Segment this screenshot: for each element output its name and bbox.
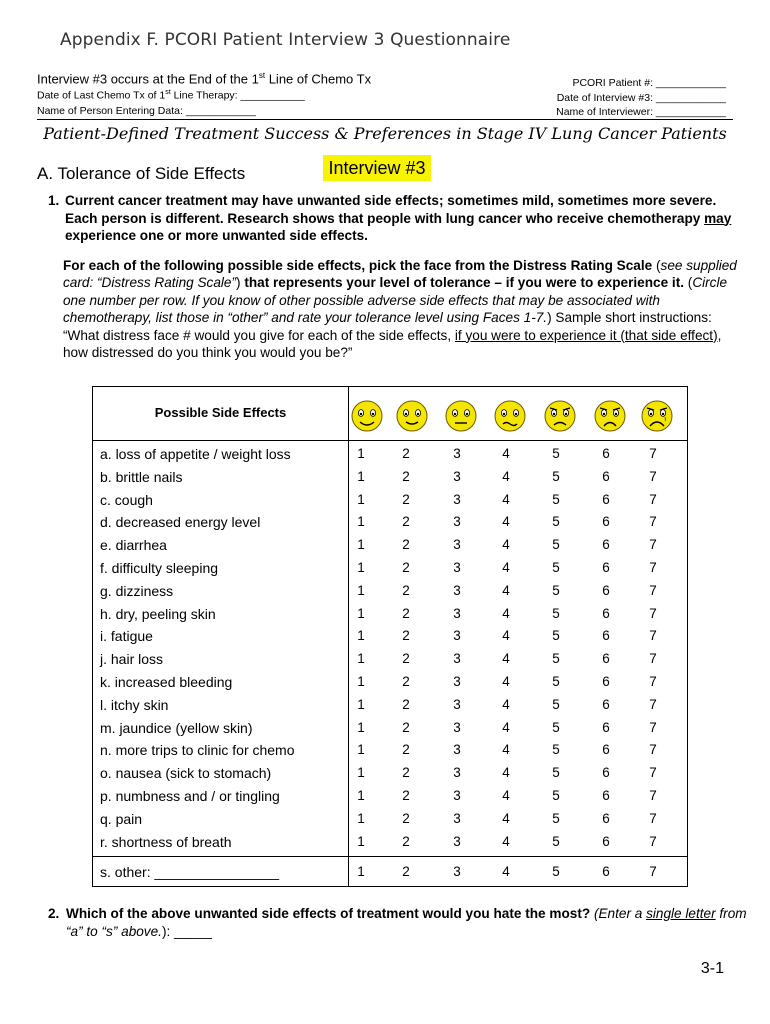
rating-option-6[interactable]: 6: [602, 788, 610, 803]
rating-option-3[interactable]: 3: [453, 742, 461, 758]
rating-option-4[interactable]: 4: [502, 605, 510, 621]
rating-option-2[interactable]: 2: [402, 560, 410, 575]
rating-option-3[interactable]: 3: [453, 628, 461, 644]
question-2-text[interactable]: Which of the above unwanted side effects of treatment would you hate the most? (Enter a single letter from “a” to “s” above.): _____: [66, 906, 747, 939]
rating-option-2[interactable]: 2: [402, 537, 410, 553]
rating-option-7[interactable]: 7: [649, 582, 657, 598]
table-row: [93, 808, 689, 831]
question-2: [48, 905, 748, 941]
rating-option-6[interactable]: 6: [602, 765, 610, 781]
side-effect-label: o. nausea (sick to stomach): [100, 765, 272, 782]
table-header-label: Possible Side Effects: [154, 405, 287, 420]
side-effect-label[interactable]: s. other: ________________: [100, 864, 280, 880]
question-1: [48, 192, 738, 362]
section-a-heading: A. Tolerance of Side Effects: [37, 164, 246, 183]
rating-option-7[interactable]: 7: [649, 468, 657, 484]
rating-option-4[interactable]: 4: [502, 582, 510, 598]
rating-option-6[interactable]: 6: [602, 810, 610, 826]
rating-option-2[interactable]: 2: [402, 864, 410, 879]
side-effect-label: p. numbness and / or tingling: [100, 788, 280, 804]
side-effect-label: g. dizziness: [100, 582, 174, 599]
table-row: [93, 511, 689, 534]
rating-option-1[interactable]: 1: [357, 674, 365, 689]
rating-option-6[interactable]: 6: [602, 468, 610, 484]
rating-option-6[interactable]: 6: [602, 719, 610, 735]
interview-badge: Interview #3: [323, 155, 431, 181]
rating-option-2[interactable]: 2: [402, 810, 410, 826]
rating-option-2[interactable]: 2: [402, 446, 410, 461]
header-divider: [37, 119, 733, 120]
rating-option-1[interactable]: 1: [357, 605, 365, 621]
face-3-icon: [444, 399, 478, 433]
rating-option-4[interactable]: 4: [502, 491, 510, 507]
rating-option-5[interactable]: 5: [552, 742, 560, 758]
rating-option-1[interactable]: 1: [357, 560, 365, 575]
side-effects-table: [92, 386, 688, 887]
rating-option-4[interactable]: 4: [502, 514, 510, 530]
rating-option-5[interactable]: 5: [552, 765, 560, 781]
rating-option-6[interactable]: 6: [602, 446, 610, 461]
rating-option-6[interactable]: 6: [602, 742, 610, 758]
rating-option-2[interactable]: 2: [402, 651, 410, 667]
rating-option-3[interactable]: 3: [453, 810, 461, 826]
side-effect-label: m. jaundice (yellow skin): [100, 719, 253, 736]
rating-option-5[interactable]: 5: [552, 651, 560, 667]
rating-option-6[interactable]: 6: [602, 833, 610, 849]
rating-option-5[interactable]: 5: [552, 810, 560, 826]
rating-option-6[interactable]: 6: [602, 674, 610, 689]
rating-option-2[interactable]: 2: [402, 491, 410, 507]
table-row: [93, 534, 689, 557]
question-2-number: 2.: [48, 906, 60, 921]
table-row: [93, 694, 689, 717]
appendix-title: Appendix F. PCORI Patient Interview 3 Questionnaire: [60, 30, 511, 50]
rating-option-4[interactable]: 4: [502, 833, 510, 849]
rating-option-7[interactable]: 7: [649, 514, 657, 530]
rating-option-2[interactable]: 2: [402, 765, 410, 781]
rating-option-3[interactable]: 3: [453, 605, 461, 621]
rating-option-7[interactable]: 7: [649, 651, 657, 667]
rating-option-4[interactable]: 4: [502, 468, 510, 484]
rating-option-6[interactable]: 6: [602, 514, 610, 530]
side-effect-label: h. dry, peeling skin: [100, 605, 216, 622]
rating-option-7[interactable]: 7: [649, 765, 657, 781]
table-row: [93, 603, 689, 626]
rating-option-6[interactable]: 6: [602, 605, 610, 621]
rating-option-5[interactable]: 5: [552, 605, 560, 621]
rating-option-5[interactable]: 5: [552, 468, 560, 484]
rating-option-1[interactable]: 1: [357, 491, 365, 507]
side-effect-label: c. cough: [100, 491, 153, 508]
table-row: [93, 625, 689, 648]
rating-option-3[interactable]: 3: [453, 582, 461, 598]
rating-option-5[interactable]: 5: [552, 788, 560, 803]
rating-option-2[interactable]: 2: [402, 674, 410, 689]
table-row: [93, 739, 689, 762]
rating-option-4[interactable]: 4: [502, 864, 510, 879]
rating-option-5[interactable]: 5: [552, 719, 560, 735]
table-row: [93, 443, 689, 466]
rating-option-7[interactable]: 7: [649, 674, 657, 689]
rating-option-4[interactable]: 4: [502, 628, 510, 644]
table-header-divider: [93, 440, 687, 441]
side-effect-label: q. pain: [100, 810, 143, 827]
side-effect-label: b. brittle nails: [100, 468, 183, 485]
rating-option-7[interactable]: 7: [649, 810, 657, 826]
rating-option-4[interactable]: 4: [502, 810, 510, 826]
table-row: [93, 762, 689, 785]
rating-option-7[interactable]: 7: [649, 833, 657, 849]
document-subtitle: Patient-Defined Treatment Success & Preferences in Stage IV Lung Cancer Patients: [43, 124, 727, 143]
rating-option-7[interactable]: 7: [649, 537, 657, 553]
table-row: [93, 466, 689, 489]
rating-option-1[interactable]: 1: [357, 765, 365, 781]
question-1-intro: Current cancer treatment may have unwanted side effects; sometimes mild, sometimes more severe. Each person is different. Research shows that people with lung cancer who receive chemotherapy may experience one or more unwanted side effects.: [65, 193, 732, 243]
rating-option-1[interactable]: 1: [357, 719, 365, 735]
rating-option-1[interactable]: 1: [357, 514, 365, 530]
rating-option-7[interactable]: 7: [649, 696, 657, 712]
rating-option-4[interactable]: 4: [502, 719, 510, 735]
table-row: [93, 580, 689, 603]
rating-option-4[interactable]: 4: [502, 765, 510, 781]
side-effect-label: l. itchy skin: [100, 696, 169, 713]
rating-option-2[interactable]: 2: [402, 468, 410, 484]
rating-option-4[interactable]: 4: [502, 674, 510, 689]
rating-option-6[interactable]: 6: [602, 582, 610, 598]
rating-option-7[interactable]: 7: [649, 719, 657, 735]
rating-option-5[interactable]: 5: [552, 446, 560, 461]
rating-option-3[interactable]: 3: [453, 765, 461, 781]
rating-option-2[interactable]: 2: [402, 833, 410, 849]
rating-option-3[interactable]: 3: [453, 514, 461, 530]
pcori-patient-number-field[interactable]: PCORI Patient #: ____________: [572, 77, 726, 89]
rating-option-6[interactable]: 6: [602, 696, 610, 712]
side-effect-label: r. shortness of breath: [100, 833, 232, 850]
rating-option-3[interactable]: 3: [453, 651, 461, 667]
rating-option-5[interactable]: 5: [552, 514, 560, 530]
rating-option-6[interactable]: 6: [602, 864, 610, 879]
rating-option-2[interactable]: 2: [402, 628, 410, 644]
rating-option-5[interactable]: 5: [552, 560, 560, 575]
rating-option-1[interactable]: 1: [357, 628, 365, 644]
rating-option-3[interactable]: 3: [453, 468, 461, 484]
header-right: [556, 76, 726, 120]
table-other-divider: [93, 856, 687, 857]
rating-option-3[interactable]: 3: [453, 833, 461, 849]
rating-option-4[interactable]: 4: [502, 651, 510, 667]
side-effect-label: a. loss of appetite / weight loss: [100, 446, 291, 462]
rating-option-3[interactable]: 3: [453, 864, 461, 879]
rating-option-6[interactable]: 6: [602, 491, 610, 507]
rating-option-3[interactable]: 3: [453, 537, 461, 553]
header-data-entry-name[interactable]: Name of Person Entering Data: ____________: [37, 104, 256, 117]
side-effect-label: f. difficulty sleeping: [100, 560, 219, 576]
rating-option-7[interactable]: 7: [649, 446, 657, 461]
rating-option-3[interactable]: 3: [453, 491, 461, 507]
rating-option-2[interactable]: 2: [402, 719, 410, 735]
side-effect-label: k. increased bleeding: [100, 674, 233, 690]
rating-option-3[interactable]: 3: [453, 560, 461, 575]
rating-option-2[interactable]: 2: [402, 582, 410, 598]
table-row: [93, 671, 689, 694]
question-1-number: 1.: [48, 193, 60, 208]
rating-option-5[interactable]: 5: [552, 833, 560, 849]
table-row: [93, 489, 689, 512]
rating-option-7[interactable]: 7: [649, 742, 657, 758]
rating-option-2[interactable]: 2: [402, 742, 410, 758]
rating-option-6[interactable]: 6: [602, 560, 610, 575]
rating-option-2[interactable]: 2: [402, 696, 410, 712]
side-effect-label: i. fatigue: [100, 628, 153, 645]
table-row: [93, 785, 689, 808]
rating-option-1[interactable]: 1: [357, 864, 365, 879]
rating-option-6[interactable]: 6: [602, 628, 610, 644]
rating-option-4[interactable]: 4: [502, 696, 510, 712]
rating-option-1[interactable]: 1: [357, 446, 365, 461]
rating-option-5[interactable]: 5: [552, 674, 560, 689]
rating-option-1[interactable]: 1: [357, 788, 365, 803]
rating-option-4[interactable]: 4: [502, 446, 510, 461]
face-6-icon: [593, 399, 627, 433]
rating-option-2[interactable]: 2: [402, 514, 410, 530]
rating-option-3[interactable]: 3: [453, 696, 461, 712]
rating-option-7[interactable]: 7: [649, 560, 657, 575]
rating-option-1[interactable]: 1: [357, 833, 365, 849]
rating-option-6[interactable]: 6: [602, 537, 610, 553]
table-row: [93, 831, 689, 854]
rating-option-1[interactable]: 1: [357, 742, 365, 758]
face-5-icon: [543, 399, 577, 433]
rating-option-4[interactable]: 4: [502, 560, 510, 575]
header-last-chemo-date[interactable]: Date of Last Chemo Tx of 1st Line Therapy: ___________: [37, 89, 305, 102]
rating-option-7[interactable]: 7: [649, 491, 657, 507]
rating-option-3[interactable]: 3: [453, 446, 461, 461]
side-effect-label: d. decreased energy level: [100, 514, 261, 531]
rating-option-1[interactable]: 1: [357, 810, 365, 826]
rating-option-2[interactable]: 2: [402, 605, 410, 621]
rating-option-7[interactable]: 7: [649, 864, 657, 879]
rating-option-1[interactable]: 1: [357, 582, 365, 598]
rating-option-5[interactable]: 5: [552, 696, 560, 712]
interviewer-name-field[interactable]: Name of Interviewer: ____________: [556, 106, 726, 118]
table-row: [93, 648, 689, 671]
rating-option-3[interactable]: 3: [453, 719, 461, 735]
rating-option-5[interactable]: 5: [552, 491, 560, 507]
rating-option-6[interactable]: 6: [602, 651, 610, 667]
rating-option-3[interactable]: 3: [453, 788, 461, 803]
table-row: [93, 861, 689, 884]
rating-option-4[interactable]: 4: [502, 537, 510, 553]
header-left: [37, 71, 371, 117]
face-2-icon: [395, 399, 429, 433]
rating-option-4[interactable]: 4: [502, 742, 510, 758]
rating-option-4[interactable]: 4: [502, 788, 510, 803]
face-7-icon: [640, 399, 674, 433]
side-effect-label: n. more trips to clinic for chemo: [100, 742, 295, 759]
table-row: [93, 557, 689, 580]
rating-option-2[interactable]: 2: [402, 788, 410, 803]
rating-option-1[interactable]: 1: [357, 537, 365, 553]
interview-date-field[interactable]: Date of Interview #3: ____________: [556, 91, 726, 104]
rating-option-7[interactable]: 7: [649, 788, 657, 803]
question-1-instructions: For each of the following possible side effects, pick the face from the Distress Rating Scale (see supplied card: “Distress Rating Scale”) that represents your level of tolerance – if you were to experience it. (Circle one number per row. If you know of other possible adverse side effects that may be associated with chemotherapy, list those in “other” and rate your tolerance level using Faces 1-7.) Sample short instructions: “What distress face # would you give for each of the side effects, if you were to experience it (that side effect), how distressed do you think you would you be?”: [63, 257, 737, 360]
rating-option-3[interactable]: 3: [453, 674, 461, 689]
rating-option-5[interactable]: 5: [552, 582, 560, 598]
face-1-icon: [350, 399, 384, 433]
table-row: [93, 717, 689, 740]
header-interview-timing: Interview #3 occurs at the End of the 1st Line of Chemo Tx: [37, 71, 372, 87]
rating-option-1[interactable]: 1: [357, 468, 365, 484]
rating-option-5[interactable]: 5: [552, 537, 560, 553]
face-4-icon: [493, 399, 527, 433]
rating-option-5[interactable]: 5: [552, 628, 560, 644]
side-effect-label: e. diarrhea: [100, 537, 167, 554]
rating-option-5[interactable]: 5: [552, 864, 560, 879]
rating-option-1[interactable]: 1: [357, 696, 365, 712]
rating-option-1[interactable]: 1: [357, 651, 365, 667]
page-number: 3-1: [700, 960, 724, 977]
side-effect-label: j. hair loss: [100, 651, 164, 668]
rating-option-7[interactable]: 7: [649, 628, 657, 644]
rating-option-7[interactable]: 7: [649, 605, 657, 621]
